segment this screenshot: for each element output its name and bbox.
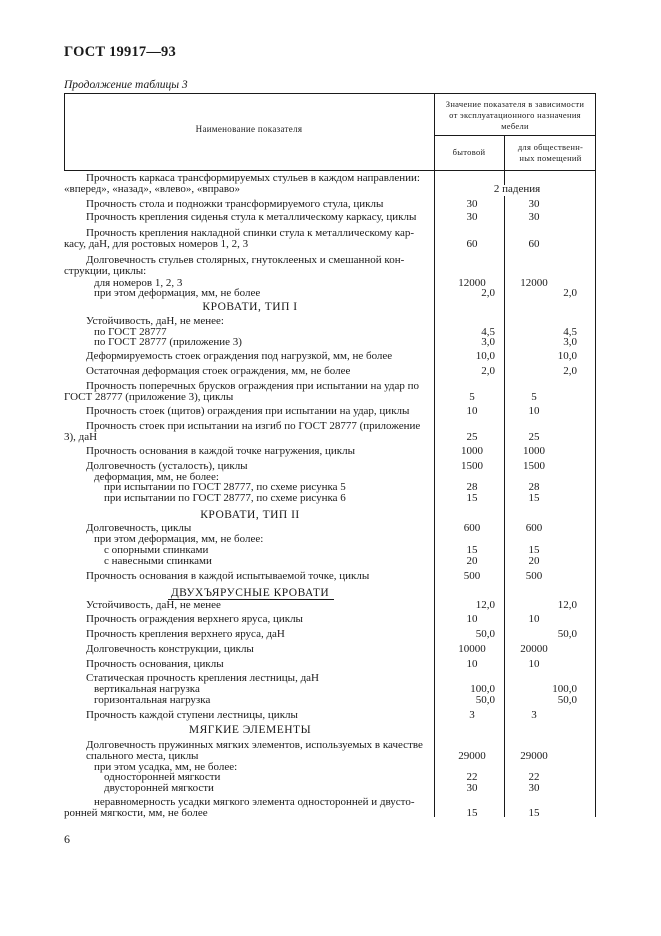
row-label: деформация, мм, не более:	[94, 471, 219, 483]
row-label: Долговечность (усталость), циклы	[86, 460, 248, 472]
table-subhead-border	[434, 135, 596, 136]
row-value-public: 5	[531, 391, 537, 403]
row-value-home: 28	[466, 481, 478, 493]
row-value-public: 30	[528, 211, 540, 223]
row-value-home: 600	[463, 522, 481, 534]
row-value-home: 60	[466, 238, 478, 250]
column-header-home: бытовой	[452, 147, 486, 157]
row-label: Остаточная деформация стоек ограждения, мм, не более	[86, 365, 351, 377]
row-value-home: 10000	[458, 643, 486, 655]
row-value-public: 10	[528, 405, 540, 417]
row-value-public: 20	[528, 555, 540, 567]
row-value-home: 12000	[458, 277, 486, 289]
row-label: при этом деформация, мм, не более:	[94, 533, 264, 545]
row-label: «вперед», «назад», «влево», «вправо»	[64, 183, 241, 195]
row-value-public: 30	[528, 782, 540, 794]
row-value-public: 15	[528, 807, 540, 819]
table-col-divider-1	[434, 93, 435, 817]
row-value-home: 10	[466, 658, 478, 670]
row-value-home: 2,0	[481, 287, 495, 299]
row-value-home: 30	[466, 782, 478, 794]
row-label: по ГОСТ 28777 (приложение 3)	[94, 336, 242, 348]
row-value-home: 50,0	[475, 628, 495, 640]
row-label: односторонней мягкости	[104, 771, 221, 783]
row-value-public: 60	[528, 238, 540, 250]
row-label: ронней мягкости, мм, не более	[64, 807, 208, 819]
row-label: при испытании по ГОСТ 28777, по схеме рисунка 6	[104, 492, 346, 504]
row-value-home: 3,0	[481, 336, 495, 348]
row-value-home: 500	[463, 570, 481, 582]
column-header-public-line: ных помещений	[519, 153, 582, 163]
row-label: Прочность стола и подножки трансформируемого стула, циклы	[86, 198, 384, 210]
row-label: Устойчивость, даН, не менее	[86, 599, 221, 611]
column-header-value-line: Значение показателя в зависимости	[445, 99, 585, 109]
column-header-value-line: мебели	[501, 121, 529, 131]
row-value-home: 1500	[461, 460, 483, 472]
column-header-value-line: от эксплуатационного назначения	[449, 110, 581, 120]
row-label: при этом деформация, мм, не более	[94, 287, 261, 299]
row-label: по ГОСТ 28777	[94, 326, 167, 338]
row-value-home: 10	[466, 405, 478, 417]
row-value-public: 28	[528, 481, 540, 493]
row-label: Прочность крепления накладной спинки стула к металлическому кар-	[86, 227, 414, 239]
row-value-home: 30	[466, 198, 478, 210]
section-title: ДВУХЪЯРУСНЫЕ КРОВАТИ	[170, 587, 330, 599]
row-label: Прочность крепления сиденья стула к металлическому каркасу, циклы	[86, 211, 417, 223]
row-value-home: 22	[466, 771, 478, 783]
row-label: вертикальная нагрузка	[94, 683, 200, 695]
row-label: Прочность основания, циклы	[86, 658, 224, 670]
row-value-home: 12,0	[475, 599, 495, 611]
row-value-home: 20	[466, 555, 478, 567]
row-label: Долговечность стульев столярных, гнутоклееных и смешанной кон-	[86, 254, 405, 266]
row-value-home: 29000	[458, 750, 486, 762]
column-header-value	[434, 99, 596, 132]
row-value-home: 25	[466, 431, 478, 443]
row-label: Статическая прочность крепления лестницы, даН	[86, 672, 319, 684]
row-value-home: 4,5	[481, 326, 495, 338]
row-label: Прочность поперечных брусков ограждения при испытании на удар по	[86, 380, 419, 392]
table-top-border	[64, 93, 596, 94]
table-continuation-label: Продолжение таблицы 3	[64, 79, 188, 91]
row-value-home: 15	[466, 544, 478, 556]
row-value-public: 15	[528, 492, 540, 504]
row-value-public: 10,0	[557, 350, 577, 362]
row-value-home: 1000	[461, 445, 483, 457]
row-label: струкции, циклы:	[64, 265, 147, 277]
document-header: ГОСТ 19917—93	[64, 44, 176, 60]
row-value-public: 12000	[520, 277, 548, 289]
table-head-border	[64, 170, 596, 171]
row-value-public: 600	[525, 522, 543, 534]
row-value-home: 5	[469, 391, 475, 403]
row-label: касу, даН, для ростовых номеров 1, 2, 3	[64, 238, 249, 250]
row-value-public: 3,0	[563, 336, 577, 348]
row-value-public: 2,0	[563, 287, 577, 299]
row-label: неравномерность усадки мягкого элемента односторонней и двусто-	[94, 796, 415, 808]
page-number: 6	[64, 832, 70, 846]
row-value-home: 10	[466, 613, 478, 625]
row-value-public: 50,0	[557, 694, 577, 706]
column-header-name: Наименование показателя	[195, 124, 303, 134]
row-label: спального места, циклы	[86, 750, 199, 762]
row-label: двусторонней мягкости	[104, 782, 214, 794]
row-value-public: 4,5	[563, 326, 577, 338]
row-value-public: 50,0	[557, 628, 577, 640]
row-value-public: 100,0	[552, 683, 577, 695]
row-label: ГОСТ 28777 (приложение 3), циклы	[64, 391, 234, 403]
row-value-public: 10	[528, 658, 540, 670]
row-label: для номеров 1, 2, 3	[94, 277, 183, 289]
section-title: КРОВАТИ, ТИП I	[202, 301, 298, 313]
section-title: МЯГКИЕ ЭЛЕМЕНТЫ	[188, 724, 312, 736]
row-label: 3), даН	[64, 431, 98, 443]
column-header-public	[505, 142, 596, 164]
row-value-public: 20000	[520, 643, 548, 655]
row-label: Прочность стоек при испытании на изгиб по ГОСТ 28777 (приложение	[86, 420, 421, 432]
row-value-public: 25	[528, 431, 540, 443]
row-value-public: 12,0	[557, 599, 577, 611]
row-label: Прочность основания в каждой точке нагружения, циклы	[86, 445, 355, 457]
row-value-public: 1000	[523, 445, 545, 457]
row-label: Прочность стоек (щитов) ограждения при испытании на удар, циклы	[86, 405, 410, 417]
row-value-public: 15	[528, 544, 540, 556]
row-value-public: 3	[531, 709, 537, 721]
row-label: Прочность основания в каждой испытываемой точке, циклы	[86, 570, 370, 582]
row-label: Прочность каждой ступени лестницы, циклы	[86, 709, 298, 721]
row-label: Прочность крепления верхнего яруса, даН	[86, 628, 285, 640]
row-value-public: 10	[528, 613, 540, 625]
row-label: Прочность каркаса трансформируемых стульев в каждом направлении:	[86, 172, 420, 184]
row-label: с опорными спинками	[104, 544, 209, 556]
row-value-home: 15	[466, 807, 478, 819]
row-value-home: 50,0	[475, 694, 495, 706]
row-label: Долговечность, циклы	[86, 522, 192, 534]
row-value-home: 3	[469, 709, 475, 721]
row-label: Прочность ограждения верхнего яруса, циклы	[86, 613, 303, 625]
row-value-home: 2,0	[481, 365, 495, 377]
row-value-public: 500	[525, 570, 543, 582]
row-label: Долговечность пружинных мягких элементов, используемых в качестве	[86, 739, 423, 751]
row-value-span: 2 падения	[493, 183, 541, 195]
row-value-home: 30	[466, 211, 478, 223]
section-title: КРОВАТИ, ТИП II	[200, 509, 300, 521]
row-value-home: 100,0	[470, 683, 495, 695]
column-header-public-line: для общественн-	[517, 142, 584, 152]
row-value-public: 30	[528, 198, 540, 210]
row-label: горизонтальная нагрузка	[94, 694, 211, 706]
row-label: Деформируемость стоек ограждения под нагрузкой, мм, не более	[86, 350, 393, 362]
row-value-public: 29000	[520, 750, 548, 762]
table-col-divider-2b	[504, 196, 505, 817]
row-value-public: 1500	[523, 460, 545, 472]
table-right-border-body	[595, 170, 596, 817]
row-label: с навесными спинками	[104, 555, 212, 567]
row-value-home: 10,0	[475, 350, 495, 362]
row-value-public: 2,0	[563, 365, 577, 377]
row-label: при испытании по ГОСТ 28777, по схеме рисунка 5	[104, 481, 346, 493]
row-value-home: 15	[466, 492, 478, 504]
row-label: Долговечность конструкции, циклы	[86, 643, 254, 655]
row-label: Устойчивость, даН, не менее:	[86, 315, 224, 327]
row-value-public: 22	[528, 771, 540, 783]
row-label: при этом усадка, мм, не более:	[94, 761, 238, 773]
